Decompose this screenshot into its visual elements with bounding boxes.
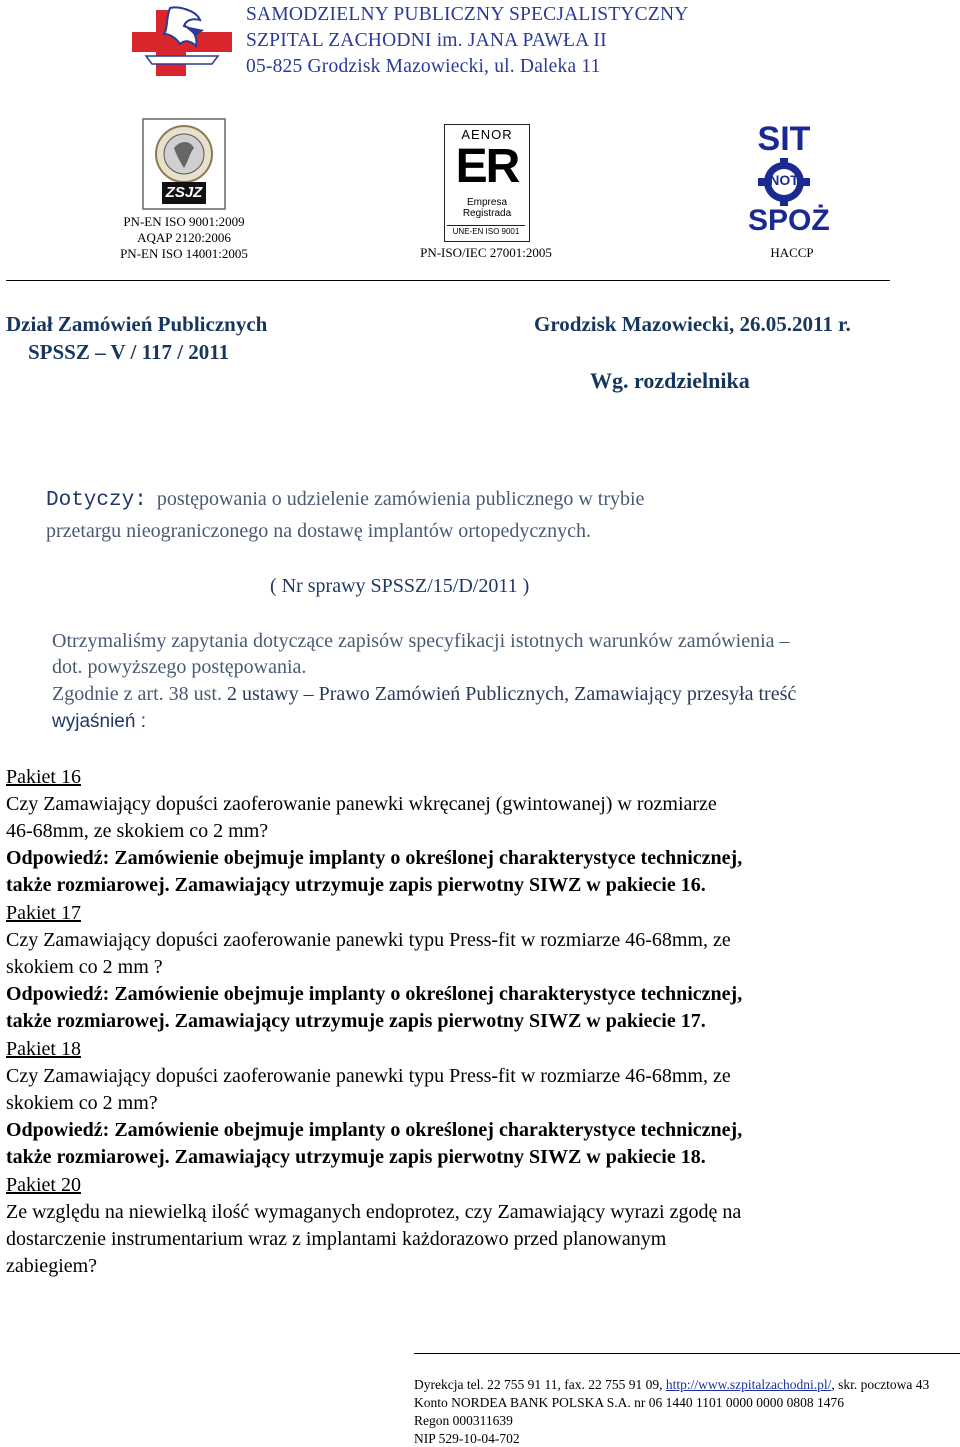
website-link[interactable]: http://www.szpitalzachodni.pl/ [665, 1377, 832, 1392]
not-label: NOT [769, 172, 799, 188]
package-18-question-1: Czy Zamawiający dopuści zaoferowanie panewki typu Press-fit w rozmiarze 46-68mm, ze [6, 1065, 731, 1087]
sit-not-spoz-logo [748, 120, 830, 240]
subject-line-2: przetargu nieograniczonego na dostawę implantów ortopedycznych. [46, 520, 591, 542]
package-17-answer-1: Odpowiedź: Zamówienie obejmuje implanty o określonej charakterystyce technicznej, [6, 983, 743, 1005]
footer-contact-b: , skr. pocztowa 43 [831, 1377, 930, 1392]
package-16-answer-1: Odpowiedź: Zamówienie obejmuje implanty o określonej charakterystyce technicznej, [6, 847, 743, 869]
aenor-empresa: Empresa [466, 197, 507, 208]
haccp-caption: HACCP [770, 245, 814, 260]
zsjz-standard-3: PN-EN ISO 14001:2005 [120, 246, 248, 261]
hospital-name-line-2: SZPITAL ZACHODNI im. JANA PAWŁA II [246, 30, 607, 51]
package-17-title: Pakiet 17 [6, 902, 81, 924]
spoz-label: SPOŻ [748, 204, 830, 237]
package-18-title: Pakiet 18 [6, 1038, 81, 1060]
subject-block [46, 488, 644, 512]
recipient: Wg. rozdzielnika [590, 368, 750, 393]
package-20-question-1: Ze względu na niewielką ilość wymaganych endoprotez, czy Zamawiający wyrazi zgodę na [6, 1201, 742, 1223]
aenor-cert-logo [444, 124, 530, 242]
zsjz-standards [106, 214, 262, 262]
intro-line-2: dot. powyższego postępowania. [52, 656, 307, 678]
reference-number: SPSSZ – V / 117 / 2011 [28, 340, 230, 364]
package-16-title: Pakiet 16 [6, 766, 81, 788]
package-16-question-2: 46-68mm, ze skokiem co 2 mm? [6, 820, 269, 842]
place-date: Grodzisk Mazowiecki, 26.05.2011 r. [534, 312, 851, 336]
department-name: Dział Zamówień Publicznych [6, 312, 268, 336]
subject-label: Dotyczy: [46, 489, 147, 512]
hospital-logo [126, 4, 238, 80]
footer-regon: Regon 000311639 [414, 1413, 513, 1428]
subject-line-1: postępowania o udzielenie zamówienia publicznego w trybie [156, 488, 645, 510]
intro-line-1: Otrzymaliśmy zapytania dotyczące zapisów specyfikacji istotnych warunków zamówienia – [52, 630, 790, 652]
package-20-question-3: zabiegiem? [6, 1255, 98, 1277]
package-18-answer-2: także rozmiarowej. Zamawiający utrzymuje zapis pierwotny SIWZ w pakiecie 18. [6, 1146, 706, 1168]
hospital-name-line-1: SAMODZIELNY PUBLICZNY SPECJALISTYCZNY [246, 4, 689, 25]
aenor-standard: UNE-EN ISO 9001 [447, 225, 525, 238]
footer-divider [414, 1353, 960, 1354]
package-20-title: Pakiet 20 [6, 1174, 81, 1196]
zsjz-standard-2: AQAP 2120:2006 [137, 230, 231, 245]
case-number: ( Nr sprawy SPSSZ/15/D/2011 ) [270, 575, 530, 597]
package-18-answer-1: Odpowiedź: Zamówienie obejmuje implanty o określonej charakterystyce technicznej, [6, 1119, 743, 1141]
footer-nip: NIP 529-10-04-702 [414, 1431, 520, 1446]
intro-line-3 [52, 683, 796, 706]
footer-contact-a: Dyrekcja tel. 22 755 91 11, fax. 22 755 91 09, [414, 1377, 666, 1392]
package-16-question-1: Czy Zamawiający dopuści zaoferowanie panewki wkręcanej (gwintowanej) w rozmiarze [6, 793, 717, 815]
zsjz-standard-1: PN-EN ISO 9001:2009 [123, 214, 245, 229]
package-18-question-2: skokiem co 2 mm? [6, 1092, 158, 1114]
package-20-question-2: dostarczenie instrumentarium wraz z implantami każdorazowo przed planowanym [6, 1228, 667, 1250]
zsjz-logo-text: ZSJZ [165, 184, 203, 201]
aenor-registrada: Registrada [462, 208, 512, 219]
header-divider [6, 280, 890, 281]
aenor-er-mark: ER [455, 140, 519, 193]
package-17-answer-2: także rozmiarowej. Zamawiający utrzymuje zapis pierwotny SIWZ w pakiecie 17. [6, 1010, 706, 1032]
intro-line-4: wyjaśnień : [52, 711, 146, 732]
zsjz-cert-logo [142, 118, 226, 210]
footer-contact [414, 1377, 929, 1393]
footer-bank-account: Konto NORDEA BANK POLSKA S.A. nr 06 1440 1101 0000 0000 0808 1476 [414, 1395, 845, 1410]
package-17-question-2: skokiem co 2 mm ? [6, 956, 163, 978]
package-16-answer-2: także rozmiarowej. Zamawiający utrzymuje zapis pierwotny SIWZ w pakiecie 16. [6, 874, 706, 896]
intro-line-3a: Zgodnie z art. 38 ust. [52, 683, 227, 705]
package-17-question-1: Czy Zamawiający dopuści zaoferowanie panewki typu Press-fit w rozmiarze 46-68mm, ze [6, 929, 731, 951]
aenor-label: AENOR [461, 127, 513, 142]
intro-line-3b: 2 ustawy – Prawo Zamówień Publicznych, Zamawiający przesyła treść [226, 683, 797, 705]
sit-label: SIT [757, 120, 811, 158]
aenor-caption: PN-ISO/IEC 27001:2005 [420, 245, 552, 260]
hospital-address: 05-825 Grodzisk Mazowiecki, ul. Daleka 11 [246, 56, 601, 77]
